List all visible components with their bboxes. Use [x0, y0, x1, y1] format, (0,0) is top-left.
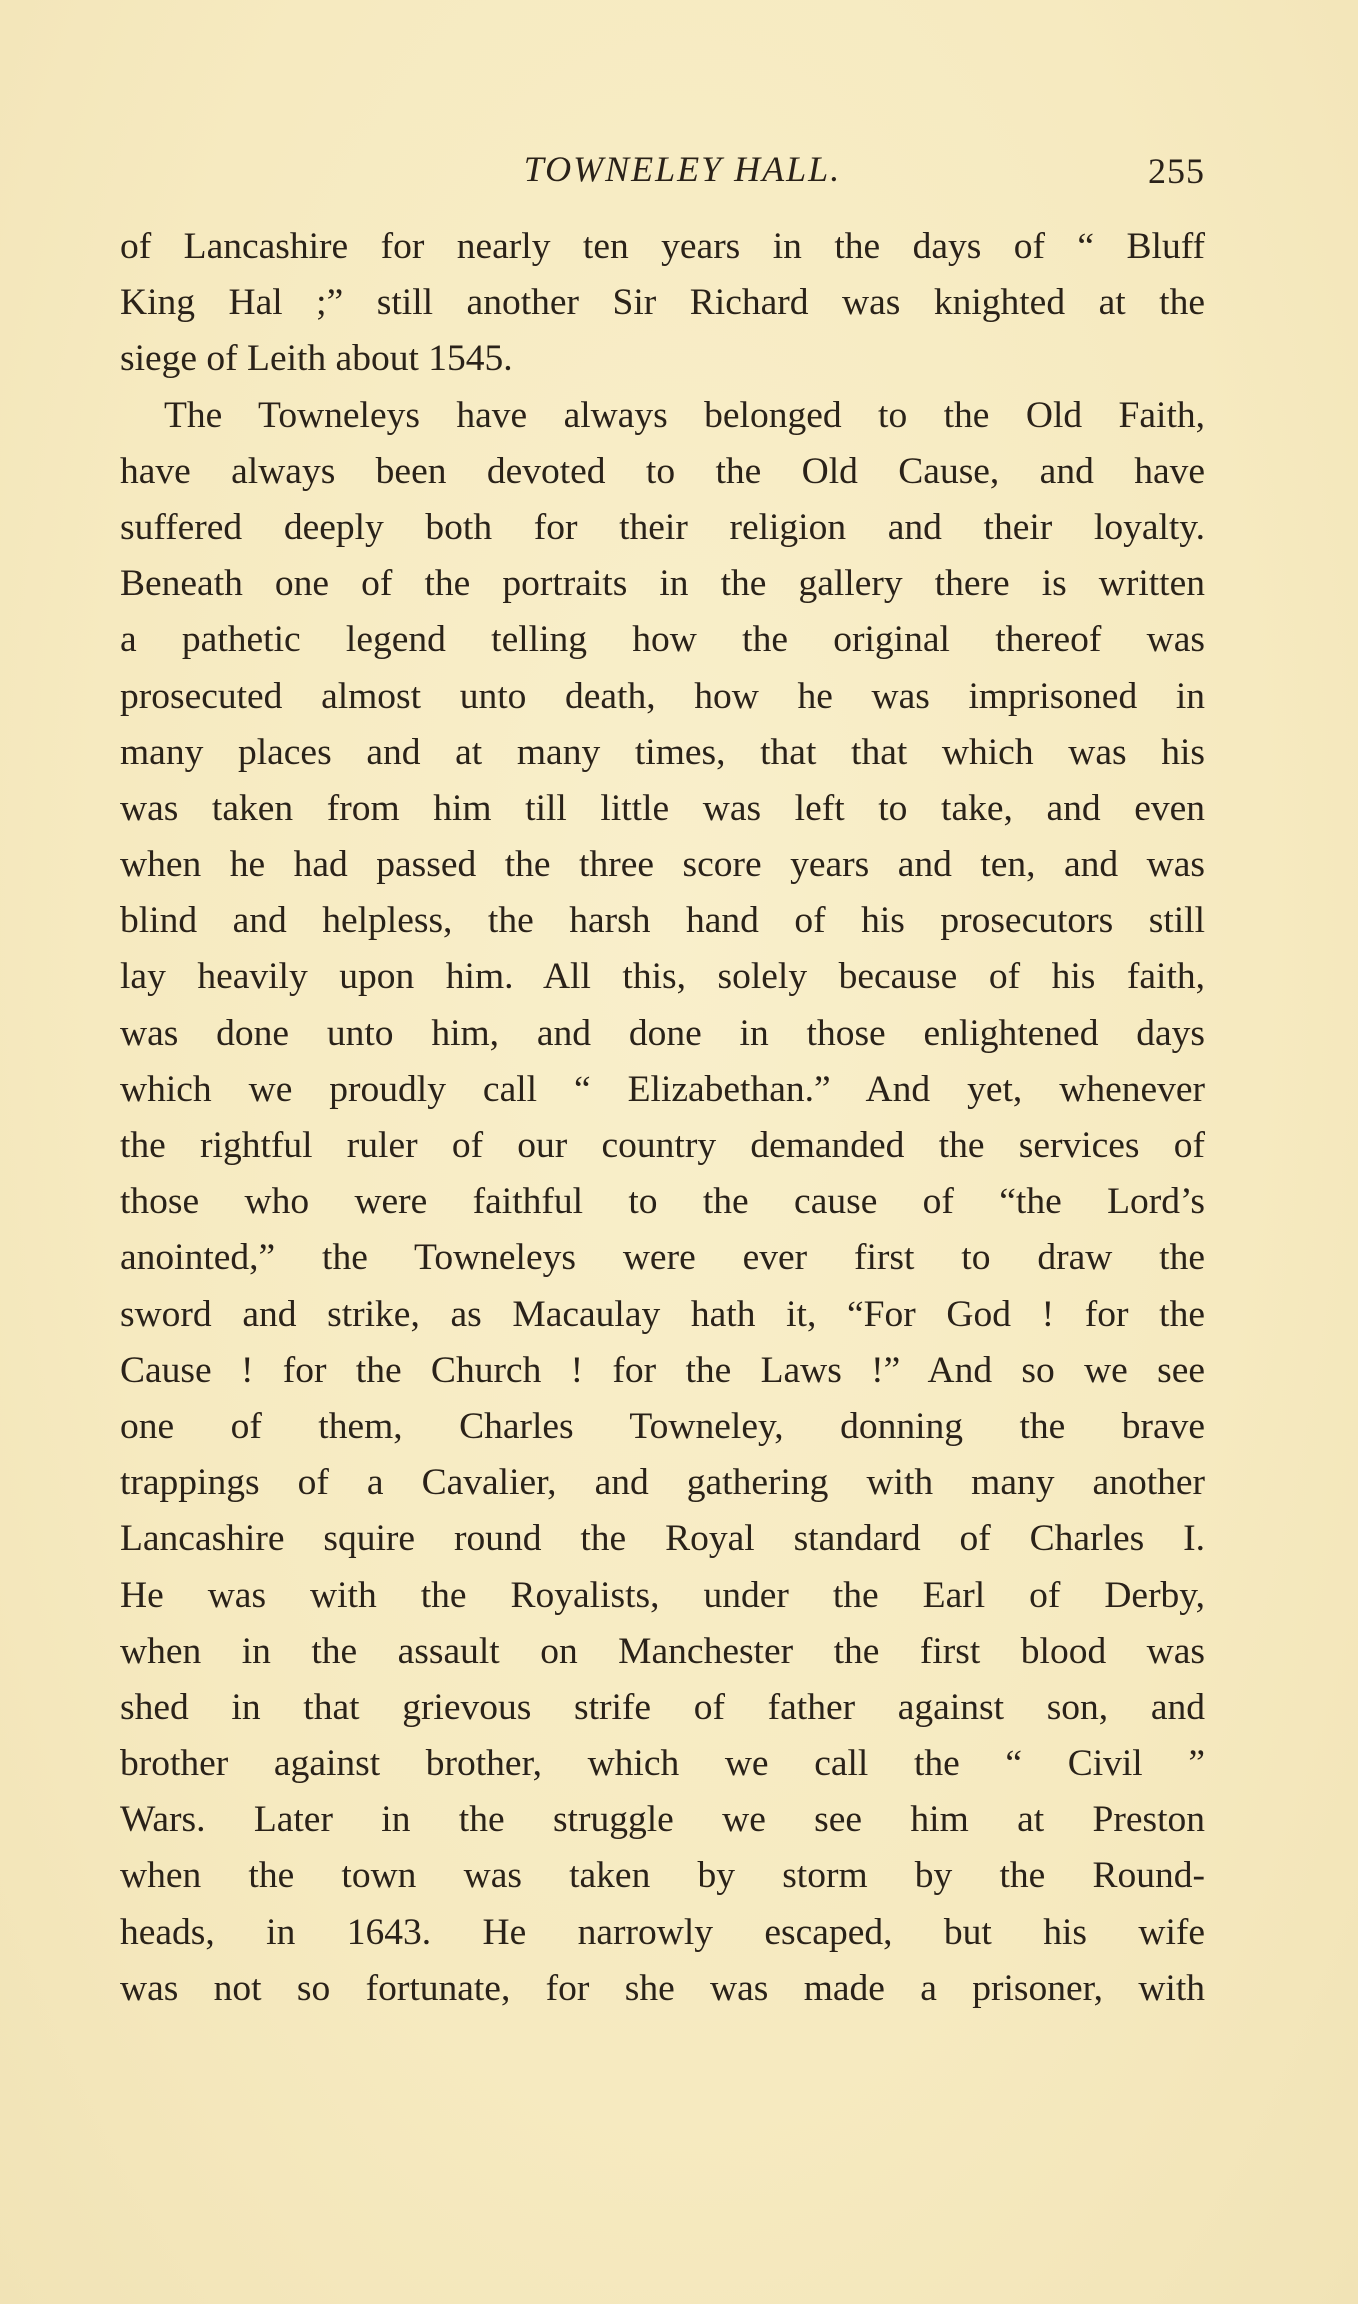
page-header: [120, 148, 1205, 198]
page-number: 255: [1148, 151, 1205, 191]
text-line: many places and at many times, that that which was his: [120, 731, 1205, 773]
text-line: King Hal ;” still another Sir Richard was knighted at the: [120, 282, 1205, 324]
text-line: have always been devoted to the Old Cause, and have: [120, 450, 1205, 492]
text-line: heads, in 1643. He narrowly escaped, but his wife: [120, 1911, 1205, 1953]
text-line: He was with the Royalists, under the Earl of Derby,: [120, 1574, 1205, 1616]
text-line: was done unto him, and done in those enlightened days: [120, 1012, 1205, 1054]
text-line: Cause ! for the Church ! for the Laws !” And so we see: [120, 1349, 1205, 1391]
running-title: TOWNELEY HALL.: [523, 149, 842, 189]
body-text: [120, 219, 1205, 2017]
text-line: lay heavily upon him. All this, solely because of his faith,: [120, 956, 1205, 998]
text-line: of Lancashire for nearly ten years in the days of “ Bluff: [120, 226, 1205, 267]
text-line: blind and helpless, the harsh hand of his prosecutors still: [120, 900, 1205, 942]
text-line: brother against brother, which we call the “ Civil ”: [120, 1743, 1205, 1785]
text-line: was not so fortunate, for she was made a prisoner, with: [120, 1967, 1205, 2009]
text-line: siege of Leith about 1545.: [120, 338, 513, 380]
text-line: prosecuted almost unto death, how he was imprisoned in: [120, 675, 1205, 717]
text-line: Wars. Later in the struggle we see him at Preston: [120, 1799, 1205, 1841]
text-line: when he had passed the three score years and ten, and was: [120, 844, 1205, 886]
text-line: Lancashire squire round the Royal standard of Charles I.: [120, 1518, 1205, 1560]
text-line: trappings of a Cavalier, and gathering with many another: [120, 1462, 1205, 1504]
text-line: The Towneleys have always belonged to the Old Faith,: [164, 394, 1205, 436]
text-line: when the town was taken by storm by the Round-: [120, 1855, 1205, 1897]
text-line: when in the assault on Manchester the first blood was: [120, 1630, 1205, 1672]
text-line: those who were faithful to the cause of “the Lord’s: [120, 1181, 1205, 1223]
text-line: a pathetic legend telling how the original thereof was: [120, 619, 1205, 661]
text-line: sword and strike, as Macaulay hath it, “For God ! for the: [120, 1293, 1205, 1335]
text-line: anointed,” the Towneleys were ever first to draw the: [120, 1237, 1205, 1279]
text-line: suffered deeply both for their religion and their loyalty.: [120, 506, 1205, 548]
text-line: which we proudly call “ Elizabethan.” And yet, whenever: [120, 1068, 1205, 1110]
text-line: the rightful ruler of our country demanded the services of: [120, 1125, 1205, 1166]
text-line: one of them, Charles Towneley, donning the brave: [120, 1405, 1205, 1447]
text-line: shed in that grievous strife of father against son, and: [120, 1686, 1205, 1728]
text-line: Beneath one of the portraits in the gallery there is written: [120, 563, 1205, 605]
text-line: was taken from him till little was left to take, and even: [120, 787, 1205, 829]
